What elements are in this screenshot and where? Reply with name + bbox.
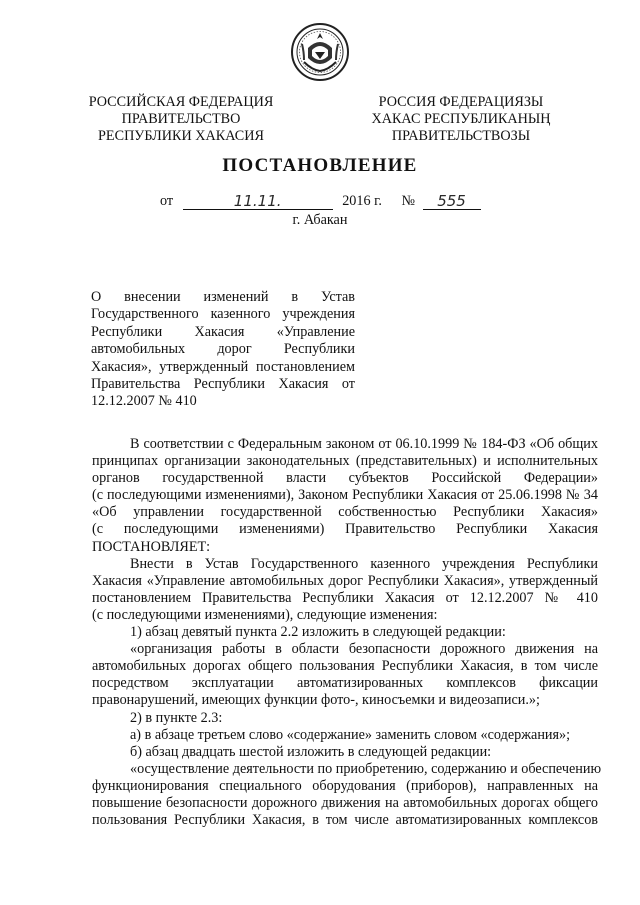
- body-line: автомобильных дорогах общего пользования Республики Хакасия, в том числе: [92, 658, 598, 675]
- body-line: «осуществление деятельности по приобретению, содержанию и обеспечению: [130, 760, 602, 777]
- body-line: Внести в Устав Государственного казенного учреждения Республики: [130, 555, 598, 572]
- body-line: «организация работы в области безопасности дорожного движения на: [130, 641, 598, 658]
- header-left-line: РЕСПУБЛИКИ ХАКАСИЯ: [98, 128, 264, 144]
- subject-line: 12.12.2007 № 410: [91, 393, 197, 410]
- body-line: 2) в пункте 2.3:: [130, 709, 223, 726]
- subject-line: автомобильных дорог Республики: [91, 341, 355, 358]
- body-line: Хакасия «Управление автомобильных дорог Республики Хакасия», утвержденный: [92, 572, 598, 589]
- header-khakas: [346, 94, 576, 145]
- body-line: (с последующими изменениями), следующие изменения:: [92, 606, 438, 623]
- subject-line: Республики Хакасия «Управление: [91, 323, 355, 340]
- body-line: (с последующими изменениями) Правительство Республики Хакасия: [92, 521, 598, 538]
- date-field: 11.11.: [183, 193, 333, 210]
- subject-line: Хакасия», утвержденный постановлением: [91, 358, 355, 375]
- body-line: повышение безопасности дорожного движения на автомобильных дорогах общего: [92, 794, 598, 811]
- date-prefix: от: [160, 193, 174, 209]
- document-body: [92, 436, 602, 829]
- city: г. Абакан: [292, 212, 348, 228]
- document-subject: [91, 289, 355, 411]
- body-line: органов государственной власти субъектов Российской Федерации»: [92, 470, 598, 487]
- coat-of-arms-emblem: [290, 22, 350, 82]
- body-line: принципах организации законодательных (представительных) и исполнительных: [92, 453, 598, 470]
- number-field: 555: [423, 193, 481, 210]
- year-text: 2016 г.: [342, 193, 382, 209]
- body-line: функционирования специального оборудования (приборов), направленных на: [92, 777, 598, 794]
- body-line: а) в абзаце третьем слово «содержание» заменить словом «содержания»;: [130, 726, 571, 743]
- header-left-line: РОССИЙСКАЯ ФЕДЕРАЦИЯ: [88, 94, 274, 110]
- subject-line: Государственного казенного учреждения: [91, 306, 355, 323]
- header-right-line: ХАКАС РЕСПУБЛИКАНЫҢ: [371, 111, 551, 127]
- body-line: ПОСТАНОВЛЯЕТ:: [92, 538, 211, 555]
- header-right-line: РОССИЯ ФЕДЕРАЦИЯЗЫ: [378, 94, 544, 110]
- date-number-line: [160, 193, 481, 213]
- body-line: посредством эксплуатации автоматизированных комплексов фиксации: [92, 675, 598, 692]
- body-line: пользования Республики Хакасия, в том числе автоматизированных комплексов: [92, 812, 598, 829]
- body-line: 1) абзац девятый пункта 2.2 изложить в следующей редакции:: [130, 624, 506, 641]
- body-line: «Об управлении государственной собственностью Республики Хакасия»: [92, 504, 598, 521]
- body-line: правонарушений, имеющих функции фото-, киносъемки и видеозаписи.»;: [92, 692, 540, 709]
- number-sign: №: [401, 193, 415, 209]
- header-russian: [66, 94, 296, 145]
- body-line: постановлением Правительства Республики Хакасия от 12.12.2007 № 410: [92, 589, 598, 606]
- body-line: б) абзац двадцать шестой изложить в следующей редакции:: [130, 743, 492, 760]
- subject-line: Правительства Республики Хакасия от: [91, 376, 355, 393]
- header-right-line: ПРАВИТЕЛЬСТВОЗЫ: [391, 128, 531, 144]
- body-line: В соответствии с Федеральным законом от 06.10.1999 № 184-ФЗ «Об общих: [130, 436, 598, 452]
- subject-line: О внесении изменений в Устав: [91, 289, 355, 305]
- body-line: (с последующими изменениями), Законом Республики Хакасия от 25.06.1998 № 34: [92, 487, 598, 504]
- document-title: ПОСТАНОВЛЕНИЕ: [222, 155, 418, 176]
- header-left-line: ПРАВИТЕЛЬСТВО: [121, 111, 241, 127]
